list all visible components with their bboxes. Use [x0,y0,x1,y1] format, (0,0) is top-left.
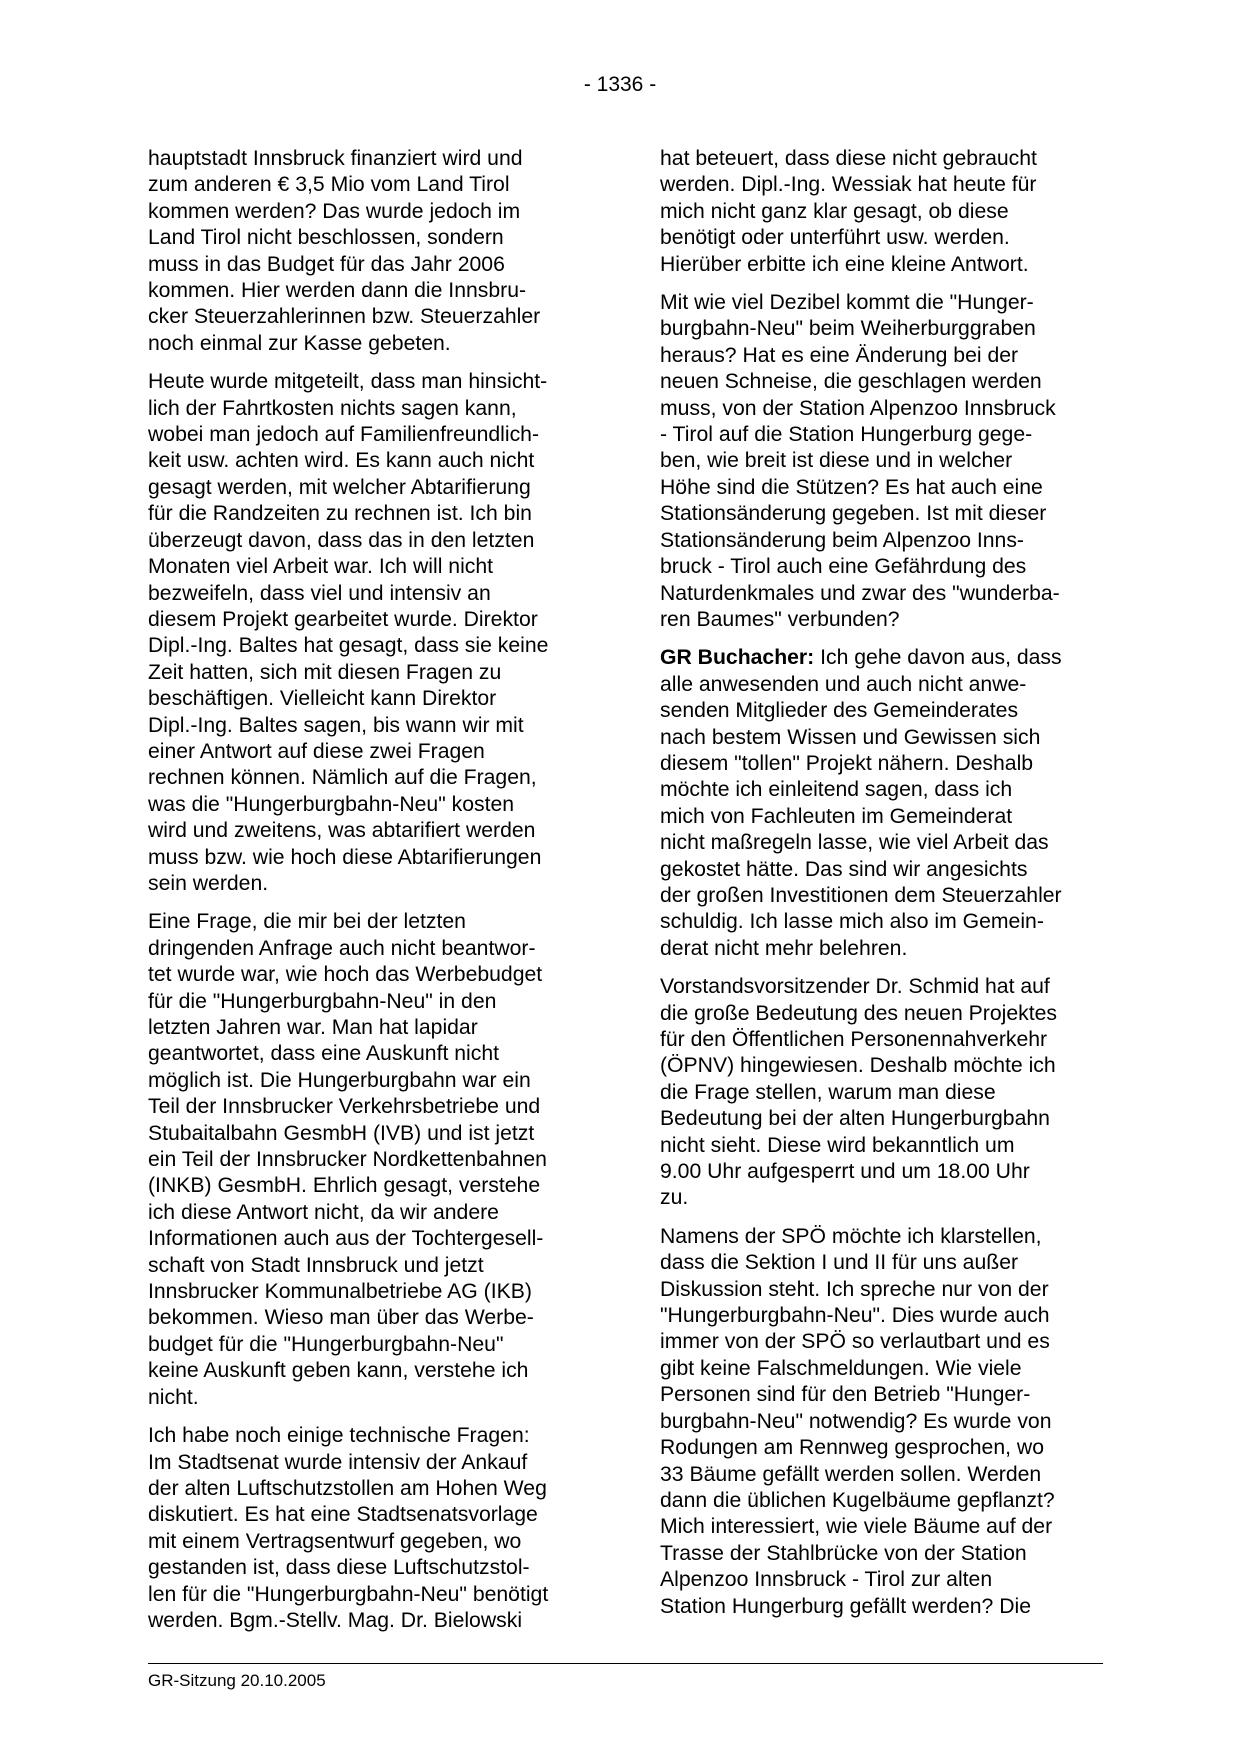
paragraph: Namens der SPÖ möchte ich klarstellen, dass die Sektion I und II für uns außer Diskussion steht. Ich spreche nur von der "Hungerburgbahn-Neu". Dies wurde auch immer von der SPÖ so verlautbart und es gibt keine Falschmeldungen. Wie viele Personen sind für den Betrieb "Hunger- burgbahn-Neu" notwendig? Es wurde von Rodungen am Rennweg gesprochen, wo 33 Bäume gefällt werden sollen. Werden dann die üblichen Kugelbäume gepflanzt? Mich interessiert, wie viele Bäume auf der Trasse der Stahlbrücke von der Station Alpenzoo Innsbruck - Tirol zur alten Station Hungerburg gefällt werden? Die [660,1224,1055,1618]
speaker-text: Ich gehe davon aus, dass alle anwesenden und auch nicht anwe- senden Mitglieder des Gemeinderates nach bestem Wissen und Gewissen sich diesem "tollen" Projekt nähern. Deshalb möchte ich einleitend sagen, dass ich mich von Fachleuten im Gemeinderat nicht maßregeln lasse, wie viel Arbeit das gekostet hätte. Das sind wir angesichts der großen Investitionen dem Steuerzahler schuldig. Ich lasse mich also im Gemein- derat nicht mehr belehren. [660,646,1062,960]
paragraph: hat beteuert, dass diese nicht gebraucht werden. Dipl.-Ing. Wessiak hat heute für mich nicht ganz klar gesagt, ob diese benötigt oder unterführt usw. werden. Hierüber erbitte ich eine kleine Antwort. [660,147,1037,276]
paragraph: Heute wurde mitgeteilt, dass man hinsicht- lich der Fahrtkosten nichts sagen kann, wobei man jedoch auf Familienfreundlich- keit usw. achten wird. Es kann auch nicht gesagt werden, mit welcher Abtarifierung für die Randzeiten zu rechnen ist. Ich bin überzeugt davon, dass das in den letzten Monaten viel Arbeit war. Ich will nicht bezweifeln, dass viel und intensiv an diesem Projekt gearbeitet wurde. Direktor Dipl.-Ing. Baltes hat gesagt, dass sie keine Zeit hatten, sich mit diesen Fragen zu beschäftigen. Vielleicht kann Direktor Dipl.-Ing. Baltes sagen, bis wann wir mit einer Antwort auf diese zwei Fragen rechnen können. Nämlich auf die Fragen, was die "Hungerburgbahn-Neu" kosten wird und zweitens, was abtarifiert werden muss bzw. wie hoch diese Abtarifierungen sein werden. [148,370,549,895]
paragraph: Eine Frage, die mir bei der letzten dringenden Anfrage auch nicht beantwor- tet wurde war, wie hoch das Werbebudget für die "Hungerburgbahn-Neu" in den letzten Jahren war. Man hat lapidar geantwortet, dass eine Auskunft nicht möglich ist. Die Hungerburgbahn war ein Teil der Innsbrucker Verkehrsbetriebe und Stubaitalbahn GesmbH (IVB) und ist jetzt ein Teil der Innsbrucker Nordkettenbahnen (INKB) GesmbH. Ehrlich gesagt, verstehe ich diese Antwort nicht, da wir andere Informationen auch aus der Tochtergesell- schaft von Stadt Innsbruck und jetzt Innsbrucker Kommunalbetriebe AG (IKB) bekommen. Wieso man über das Werbe- budget für die "Hungerburgbahn-Neu" keine Auskunft geben kann, verstehe ich nicht. [148,910,547,1409]
left-column [148,146,596,1646]
speaker-name: GR Buchacher: [660,646,815,670]
paragraph: Vorstandsvorsitzender Dr. Schmid hat auf die große Bedeutung des neuen Projektes für den Öffentlichen Personennahverkehr (ÖPNV) hingewiesen. Deshalb möchte ich die Frage stellen, warum man diese Bedeutung bei der alten Hungerburgbahn nicht sieht. Diese wird bekanntlich um 9.00 Uhr aufgesperrt und um 18.00 Uhr zu. [660,975,1057,1210]
footer-session-date: GR-Sitzung 20.10.2005 [148,1671,326,1690]
speaker-paragraph [660,645,1108,962]
footer-divider [148,1663,1103,1664]
right-column [660,146,1108,1632]
paragraph: Ich habe noch einige technische Fragen: Im Stadtsenat wurde intensiv der Ankauf der alten Luftschutzstollen am Hohen Weg diskutiert. Es hat eine Stadtsenatsvorlage mit einem Vertragsentwurf gegeben, wo gestanden ist, dass diese Luftschutzstol- len für die "Hungerburgbahn-Neu" benötigt werden. Bgm.-Stellv. Mag. Dr. Bielowski [148,1424,549,1632]
paragraph: Mit wie viel Dezibel kommt die "Hunger- burgbahn-Neu" beim Weiherburggraben heraus? Hat es eine Änderung bei der neuen Schneise, die geschlagen werden muss, von der Station Alpenzoo Innsbruck - Tirol auf die Station Hungerburg gege- ben, wie breit ist diese und in welcher Höhe sind die Stützen? Es hat auch eine Stationsänderung gegeben. Ist mit dieser Stationsänderung beim Alpenzoo Inns- bruck - Tirol auch eine Gefährdung des Naturdenkmales und zwar des "wunderba- ren Baumes" verbunden? [660,291,1060,631]
paragraph: hauptstadt Innsbruck finanziert wird und zum anderen € 3,5 Mio vom Land Tirol kommen werden? Das wurde jedoch im Land Tirol nicht beschlossen, sondern muss in das Budget für das Jahr 2006 kommen. Hier werden dann die Innsbru- cker Steuerzahlerinnen bzw. Steuerzahler noch einmal zur Kasse gebeten. [148,147,541,355]
page-number: - 1336 - [583,73,657,96]
